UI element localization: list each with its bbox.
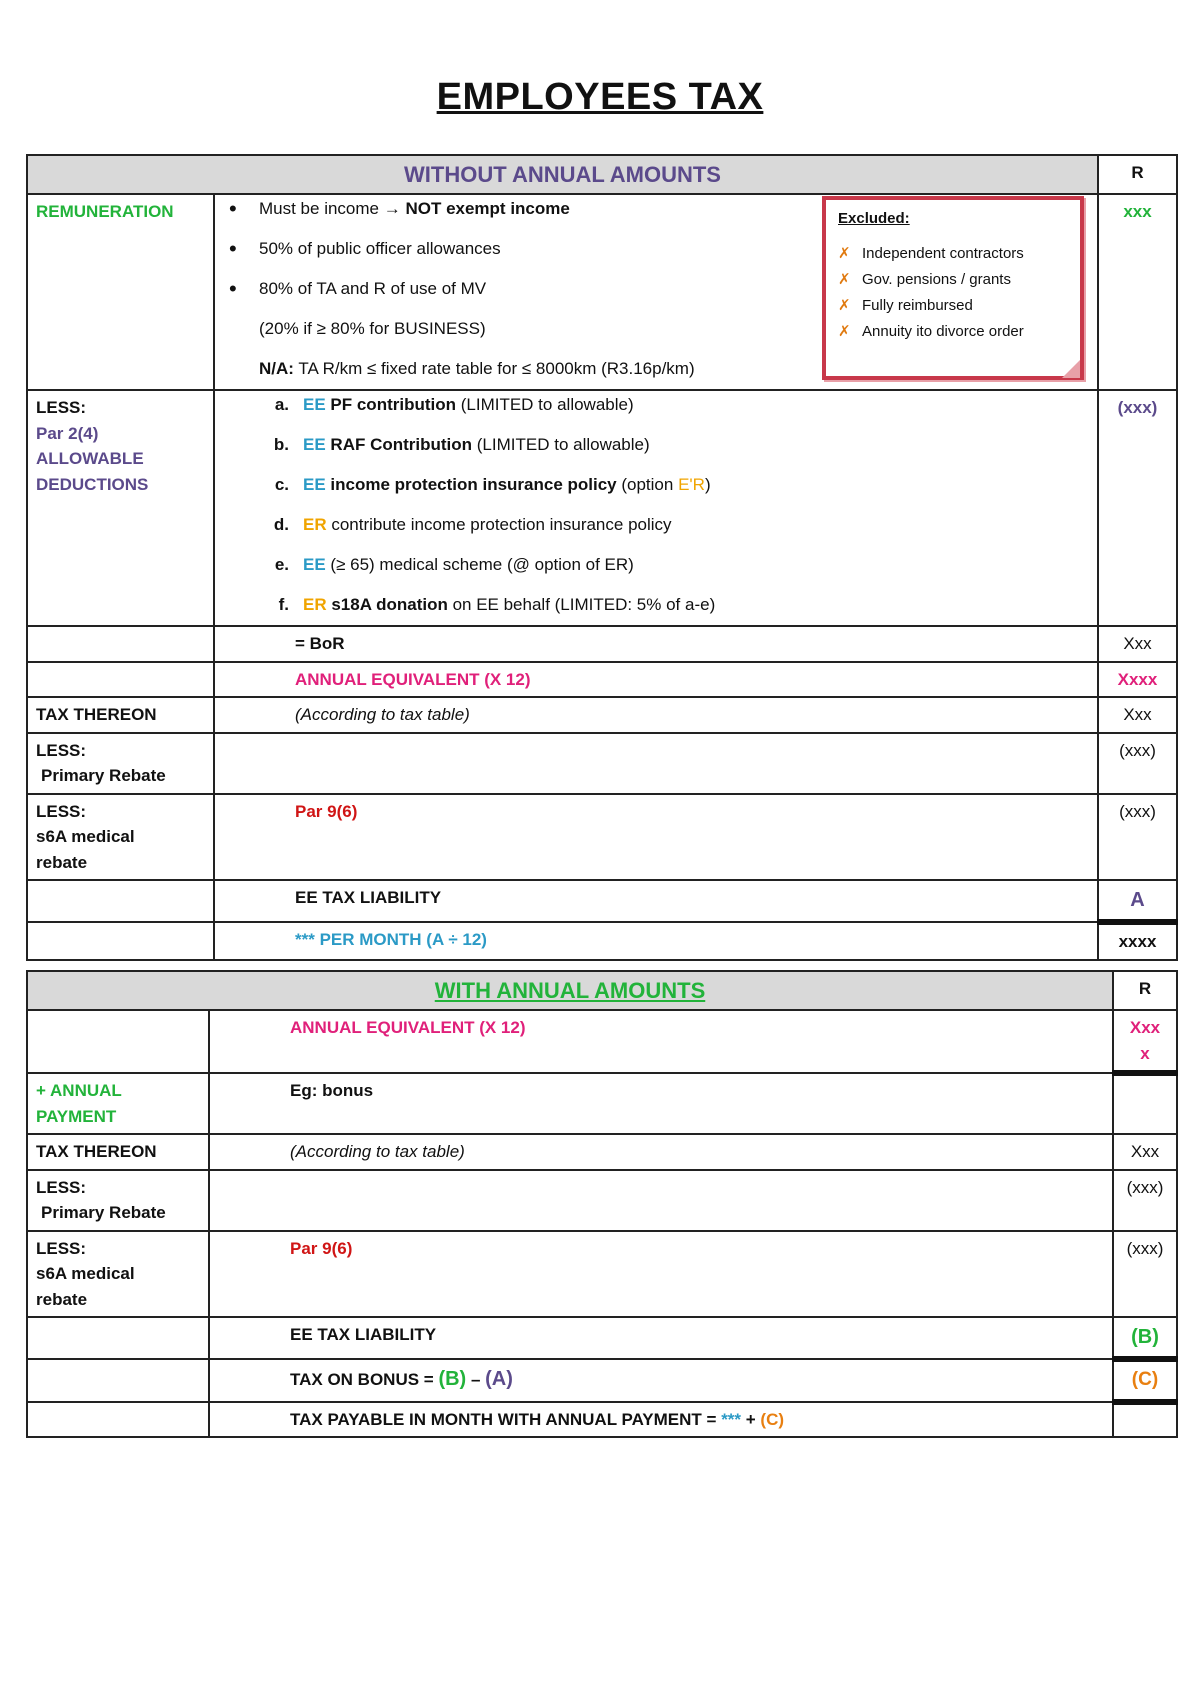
deductions-label: LESS: Par 2(4) ALLOWABLE DEDUCTIONS <box>27 390 214 626</box>
arrow-right-icon: → <box>383 199 401 218</box>
primary-rebate-value: (xxx) <box>1098 733 1177 794</box>
tax-payable-value <box>1113 1402 1177 1438</box>
table2-r-header: R <box>1113 971 1177 1010</box>
annual-equivalent-text: ANNUAL EQUIVALENT (X 12) <box>214 662 1098 698</box>
deduction-item: b. EE RAF Contribution (LIMITED to allowable) <box>273 435 650 454</box>
tax-on-bonus-value: (C) <box>1113 1359 1177 1402</box>
cross-icon: ✗ <box>838 323 851 340</box>
deduction-item: a. EE PF contribution (LIMITED to allowable) <box>274 395 634 414</box>
cross-icon: ✗ <box>838 245 851 262</box>
deduction-item: f. ER s18A donation on EE behalf (LIMITED: 5% of a-e) <box>278 595 716 614</box>
s6a-rebate-value: (xxx) <box>1098 794 1177 881</box>
tax-on-bonus-text: TAX ON BONUS = (B) – (A) <box>209 1359 1113 1402</box>
business-note: (20% if ≥ 80% for BUSINESS) <box>259 319 486 338</box>
remuneration-bullet: • 50% of public officer allowances <box>241 235 1089 275</box>
annual-payment-text: Eg: bonus <box>209 1073 1113 1134</box>
cross-icon: ✗ <box>838 297 851 314</box>
primary-rebate-value-2: (xxx) <box>1113 1170 1177 1231</box>
deduction-item: e. EE (≥ 65) medical scheme (@ option of ER) <box>274 555 634 574</box>
s6a-rebate-label: LESS: s6A medical rebate <box>27 794 214 881</box>
par96-text-2: Par 9(6) <box>209 1231 1113 1318</box>
deductions-list <box>214 390 1098 626</box>
excluded-note <box>822 196 1084 380</box>
excluded-item: ✗ Independent contractors <box>838 241 1068 267</box>
table2-header: WITH ANNUAL AMOUNTS <box>27 971 1113 1010</box>
annual-equivalent-value: Xxxx <box>1098 662 1177 698</box>
excluded-item: ✗ Fully reimbursed <box>838 293 1068 319</box>
s6a-rebate-label-2: LESS: s6A medical rebate <box>27 1231 209 1318</box>
na-note: N/A: TA R/km ≤ fixed rate table for ≤ 8000km (R3.16p/km) <box>259 359 695 378</box>
deduction-item: d. ER contribute income protection insurance policy <box>273 515 672 534</box>
tax-thereon-label: TAX THEREON <box>27 697 214 733</box>
excluded-title: Excluded: <box>838 210 910 227</box>
per-month-text: *** PER MONTH (A ÷ 12) <box>214 922 1098 960</box>
primary-rebate-label-2: LESS: Primary Rebate <box>27 1170 209 1231</box>
ee-tax-liability-text: EE TAX LIABILITY <box>214 880 1098 922</box>
deductions-value: (xxx) <box>1098 390 1177 626</box>
table1-r-header: R <box>1098 155 1177 194</box>
bor-value: Xxx <box>1098 626 1177 662</box>
par96-text: Par 9(6) <box>214 794 1098 881</box>
tax-payable-text: TAX PAYABLE IN MONTH WITH ANNUAL PAYMENT = *** + (C) <box>209 1402 1113 1438</box>
remuneration-value: xxx <box>1098 194 1177 390</box>
primary-rebate-label: LESS: Primary Rebate <box>27 733 214 794</box>
ee-tax-liability-value-2: (B) <box>1113 1317 1177 1359</box>
per-month-value: xxxx <box>1098 922 1177 960</box>
tax-thereon-label-2: TAX THEREON <box>27 1134 209 1170</box>
table1-header: WITHOUT ANNUAL AMOUNTS <box>27 155 1098 194</box>
remuneration-bullet: • Must be income → NOT exempt income <box>241 195 1089 235</box>
excluded-item: ✗ Annuity ito divorce order <box>838 319 1068 345</box>
tax-thereon-text: (According to tax table) <box>214 697 1098 733</box>
remuneration-label: REMUNERATION <box>27 194 214 390</box>
tax-thereon-value: Xxx <box>1098 697 1177 733</box>
annual-payment-label: + ANNUAL PAYMENT <box>27 1073 209 1134</box>
with-annual-table <box>26 970 1178 1438</box>
tax-thereon-text-2: (According to tax table) <box>209 1134 1113 1170</box>
page-title: EMPLOYEES TAX <box>436 76 764 118</box>
ee-tax-liability-value: A <box>1098 880 1177 922</box>
bor-text: = BoR <box>214 626 1098 662</box>
annual-equivalent-value-2: Xxx x <box>1113 1010 1177 1073</box>
tax-thereon-value-2: Xxx <box>1113 1134 1177 1170</box>
cross-icon: ✗ <box>838 271 851 288</box>
s6a-rebate-value-2: (xxx) <box>1113 1231 1177 1318</box>
deduction-item: c. EE income protection insurance policy (option E'R) <box>274 475 711 494</box>
ee-tax-liability-text-2: EE TAX LIABILITY <box>209 1317 1113 1359</box>
excluded-item: ✗ Gov. pensions / grants <box>838 267 1068 293</box>
annual-equivalent-text-2: ANNUAL EQUIVALENT (X 12) <box>209 1010 1113 1073</box>
remuneration-bullet: • 80% of TA and R of use of MV <box>241 275 1089 315</box>
